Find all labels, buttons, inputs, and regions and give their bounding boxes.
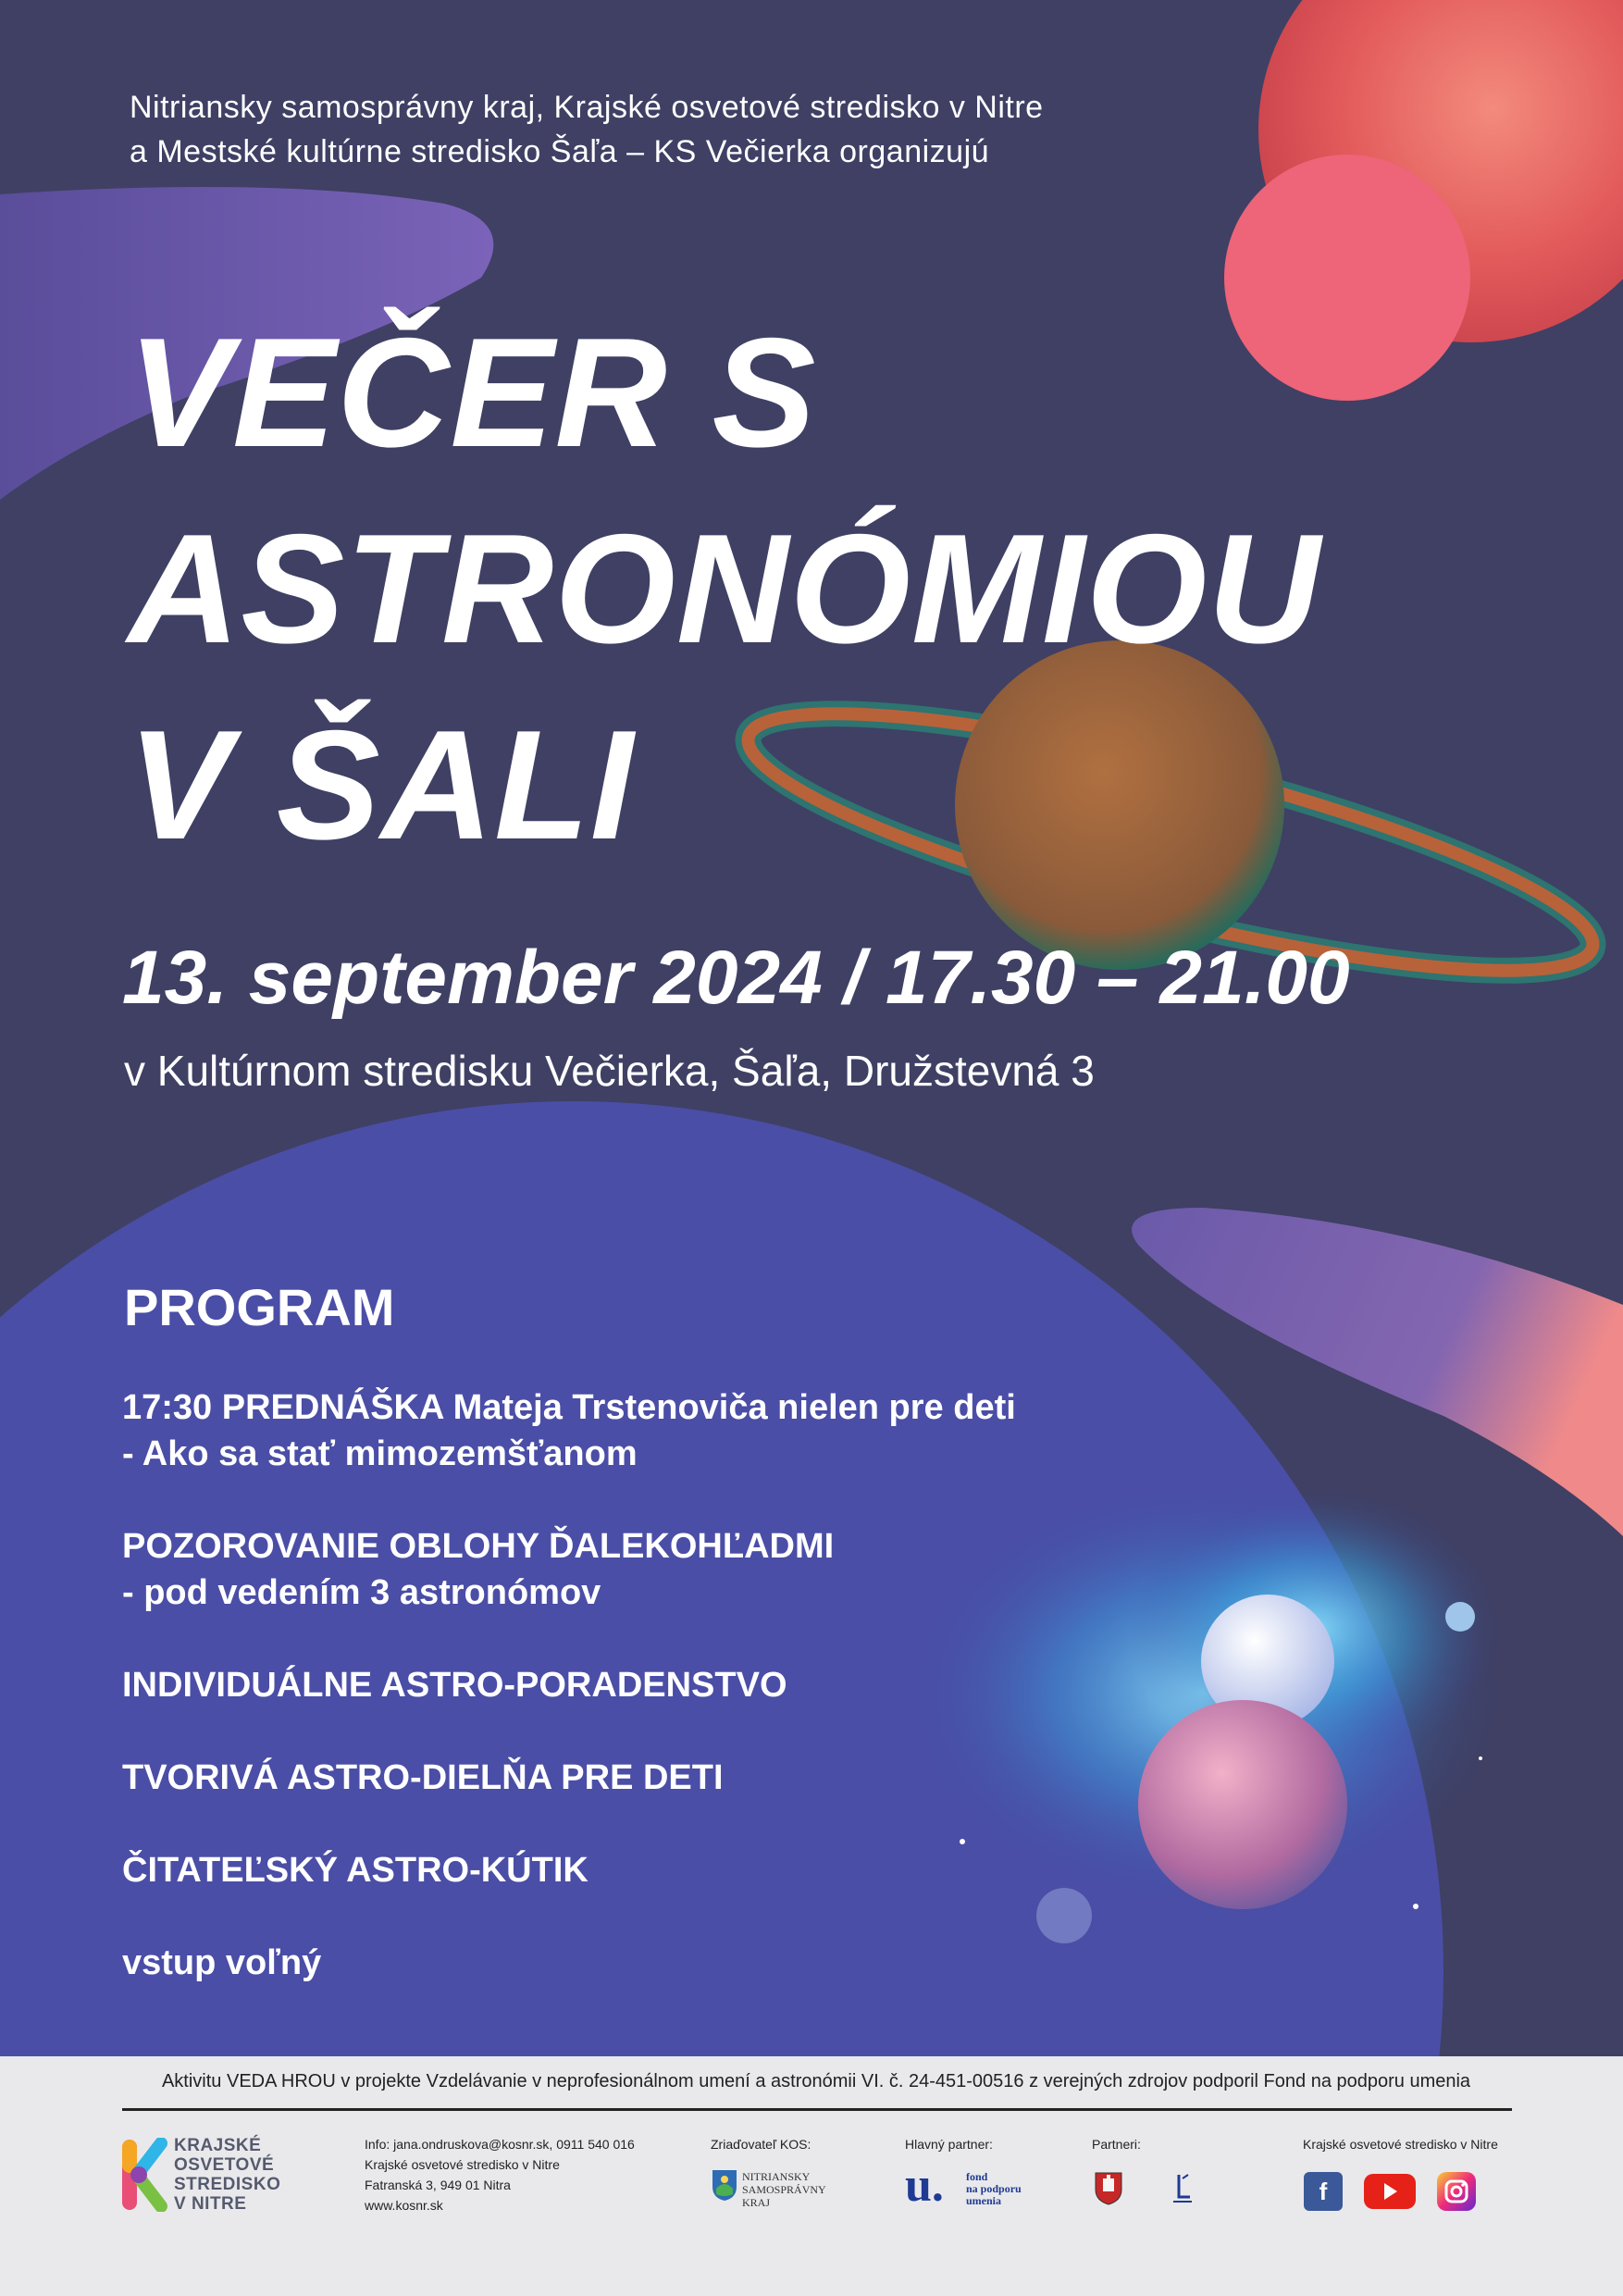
title-line: ASTRONÓMIOU: [128, 502, 1321, 676]
event-title: [128, 294, 1321, 883]
program-item-line: 17:30 PREDNÁŠKA Mateja Trstenoviča nielen pre deti: [122, 1388, 1016, 1427]
website-link[interactable]: www.kosnr.sk: [365, 2198, 443, 2213]
social-label: Krajské osvetové stredisko v Nitre: [1303, 2137, 1498, 2152]
main-partner-label: Hlavný partner:: [905, 2137, 993, 2152]
program-item-line: INDIVIDUÁLNE ASTRO-PORADENSTVO: [122, 1666, 787, 1705]
event-datetime: 13. september 2024 / 17.30 – 21.00: [122, 936, 1350, 1020]
kos-logo-line: V NITRE: [174, 2194, 247, 2214]
kos-logo-text: [174, 2136, 280, 2214]
fpu-logo-line: umenia: [966, 2194, 1002, 2207]
kos-logo-line: STREDISKO: [174, 2175, 281, 2194]
founder-logo-line: NITRIANSKY: [742, 2170, 811, 2183]
event-venue: v Kultúrnom stredisku Večierka, Šaľa, Družstevná 3: [124, 1047, 1095, 1095]
title-line: V ŠALI: [128, 698, 635, 872]
program-item-line: ČITATEĽSKÝ ASTRO-KÚTIK: [122, 1851, 588, 1890]
sala-town-crest-icon: [1092, 2169, 1125, 2206]
youtube-icon[interactable]: [1364, 2174, 1416, 2209]
contact-line: Fatranská 3, 949 01 Nitra: [365, 2178, 511, 2192]
program-item-line: - Ako sa stať mimozemšťanom: [122, 1434, 638, 1473]
contact-line: Krajské osvetové stredisko v Nitre: [365, 2157, 560, 2172]
facebook-icon[interactable]: f: [1304, 2172, 1343, 2211]
program-item: [122, 1384, 1016, 1477]
kos-logo-line: OSVETOVÉ: [174, 2155, 275, 2175]
program-heading: PROGRAM: [124, 1278, 395, 1336]
footer-divider: [122, 2108, 1512, 2111]
contact-info: [365, 2134, 635, 2215]
fpu-logo-line: fond: [966, 2170, 988, 2183]
contact-line: Info: jana.ondruskova@kosnr.sk, 0911 540 016: [365, 2137, 635, 2152]
nitra-region-crest-icon: [711, 2168, 738, 2202]
program-item-line: vstup voľný: [122, 1943, 322, 1982]
program-item: [122, 1847, 588, 1893]
organizers-line: a Mestské kultúrne stredisko Šaľa – KS Večierka organizujú: [130, 134, 990, 169]
fpu-logo-text: [966, 2171, 1022, 2207]
title-line: VEČER S: [128, 305, 817, 479]
organizers-line: Nitriansky samosprávny kraj, Krajské osvetové stredisko v Nitre: [130, 90, 1044, 125]
organizers-text: [130, 85, 1044, 174]
kos-logo-line: KRAJSKÉ: [174, 2136, 262, 2155]
kos-logo-icon: [120, 2138, 168, 2212]
founder-logo-line: KRAJ: [742, 2196, 771, 2209]
funding-note: Aktivitu VEDA HROU v projekte Vzdelávanie v neprofesionálnom umení a astronómii VI. č. 24-451-00516 z verejných zdrojov podporil Fond na podporu umenia: [161, 2071, 1471, 2091]
founder-logo-line: SAMOSPRÁVNY: [742, 2183, 826, 2196]
program-item: [122, 1662, 787, 1708]
program-item-line: TVORIVÁ ASTRO-DIELŇA PRE DETI: [122, 1758, 724, 1797]
program-item-line: - pod vedením 3 astronómov: [122, 1573, 601, 1612]
free-entry-note: [122, 1940, 321, 1986]
program-item: [122, 1755, 724, 1801]
fpu-logo-icon: u.: [905, 2159, 944, 2212]
partners-label: Partneri:: [1092, 2137, 1141, 2152]
founder-logo-text: [742, 2170, 826, 2209]
founder-label: Zriaďovateľ KOS:: [711, 2137, 812, 2152]
program-item: [122, 1523, 834, 1616]
msks-logo-icon: [1171, 2171, 1194, 2206]
fpu-logo-line: na podporu: [966, 2182, 1022, 2195]
instagram-icon[interactable]: [1437, 2172, 1476, 2211]
program-item-line: POZOROVANIE OBLOHY ĎALEKOHĽADMI: [122, 1527, 835, 1566]
